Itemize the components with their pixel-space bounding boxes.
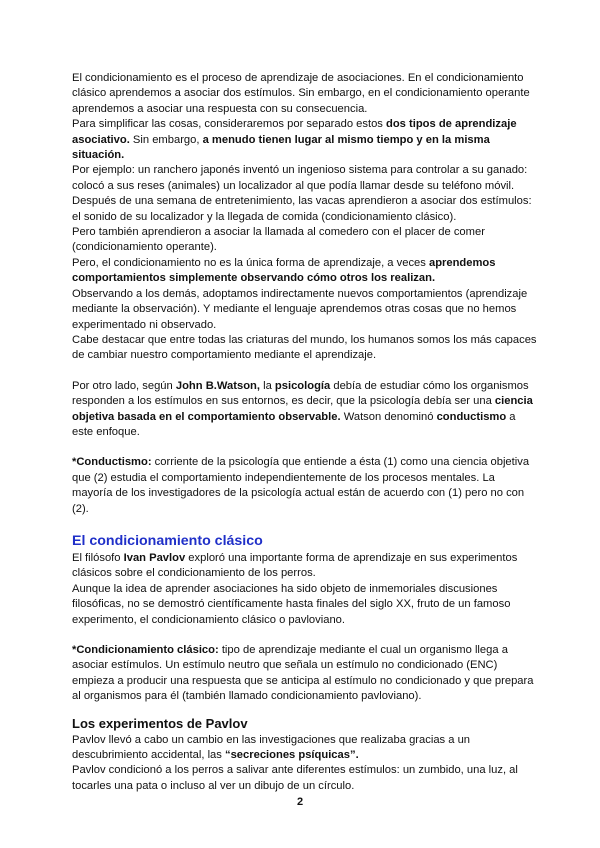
bold-run: a menudo tienen lugar al mismo tiempo y en la misma situación. xyxy=(72,133,490,162)
paragraph-spacer xyxy=(72,517,538,532)
text-run: Sin embargo, xyxy=(129,133,203,146)
text-run: Cabe destacar que entre todas las criaturas del mundo, los humanos somos los más capaces de cambiar nuestro comportamiento mediante el aprendizaje. xyxy=(72,333,537,362)
text-run: Pavlov condicionó a los perros a salivar ante diferentes estímulos: un zumbido, una luz, al tocarles una pata o incluso al ver un dibujo de un círculo. xyxy=(72,764,518,792)
paragraph-observacion xyxy=(72,256,538,287)
section-heading-experimentos-pavlov: Los experimentos de Pavlov xyxy=(72,715,248,731)
page-content xyxy=(72,71,538,794)
bold-run: psicología xyxy=(274,379,331,392)
paragraph-condicionamiento-intro xyxy=(72,71,538,117)
text-run: Pero, el condicionamiento no es la única forma de aprendizaje, a veces xyxy=(72,256,429,269)
text-run: debía de estudiar cómo los organismos responden a los estímulos en sus entornos, es decir, que la psicología debía ser una xyxy=(72,379,529,408)
text-run: Después de una semana de entretenimiento, las vacas aprendieron a asociar dos estímulos: el sonido de su localizador y la llegada de comida (condicionamiento clásico). xyxy=(72,195,532,223)
text-run: El condicionamiento es el proceso de aprendizaje de asociaciones. En el condicionamiento clásico aprendemos a asociar dos estímulos. Sin embargo, en el condicionamiento operante aprendemos a asociar una respuesta con su consecuencia. xyxy=(72,72,530,115)
text-run: tipo de aprendizaje mediante el cual un organismo llega a asociar estímulos. Un estímulo neutro que señala un estímulo no condicionado (ENC) empieza a producir una respuesta que se anticipa al estímulo no condicionado y que prepara al organismos para él (también llamado condicionamiento pavloviano). xyxy=(72,644,534,703)
bold-run: *Conductismo: xyxy=(72,456,152,469)
text-run: Watson denominó xyxy=(340,410,437,423)
bold-run: “secreciones psíquicas”. xyxy=(224,749,359,762)
bold-run: aprendemos comportamientos simplemente observando cómo otros los realizan. xyxy=(72,256,496,285)
paragraph-secreciones-psiquicas xyxy=(72,733,538,764)
paragraph-ejemplo-ranchero xyxy=(72,163,538,194)
paragraph-observando-demas xyxy=(72,287,538,333)
bold-run: John B.Watson, xyxy=(175,379,260,392)
bold-run: conductismo xyxy=(436,410,507,423)
paragraph-tipos-aprendizaje xyxy=(72,117,538,163)
text-run: Pero también aprendieron a asociar la llamada al comedero con el placer de comer (condicionamiento operante). xyxy=(72,226,485,254)
text-run: Observando a los demás, adoptamos indirectamente nuevos comportamientos (aprendizaje mediante la observación). Y mediante el lenguaje aprendemos otras cosas que no hemos experimentado ni observado. xyxy=(72,287,528,331)
paragraph-vacas-operante xyxy=(72,225,538,256)
text-run: la xyxy=(259,379,275,392)
text-run: Para simplificar las cosas, consideraremos por separado estos xyxy=(72,118,387,131)
text-run: corriente de la psicología que entiende a ésta (1) como una ciencia objetiva que (2) estudia el comportamiento independientemente de los procesos mentales. La mayoría de los investigadores de la psicología actual están de acuerdo con (1) pero no con (2). xyxy=(72,456,530,515)
paragraph-pavlov-filosofo xyxy=(72,551,538,582)
paragraph-humanos xyxy=(72,333,538,364)
paragraph-watson xyxy=(72,379,538,441)
page-number: 2 xyxy=(296,796,304,808)
section-heading-condicionamiento-clasico: El condicionamiento clásico xyxy=(72,532,263,549)
text-run: Pavlov llevó a cabo un cambio en las investigaciones que realizaba gracias a un descubrimiento accidental, las xyxy=(72,733,471,762)
text-run: Aunque la idea de aprender asociaciones ha sido objeto de inmemoriales discusiones filosóficas, no se demostró científicamente hasta finales del siglo XX, fruto de un famoso experimento, el condicionamiento clásico o pavloviano. xyxy=(72,582,511,626)
bold-run: *Condicionamiento clásico: xyxy=(72,644,219,656)
paragraph-vacas-clasico xyxy=(72,194,538,225)
paragraph-spacer xyxy=(72,628,538,643)
paragraph-spacer xyxy=(72,440,538,455)
text-run: El filósofo xyxy=(72,551,124,564)
text-run: a este enfoque. xyxy=(72,410,516,438)
paragraph-estimulos-perros xyxy=(72,763,538,794)
bold-run: Ivan Pavlov xyxy=(123,551,186,564)
definition-condicionamiento-clasico xyxy=(72,643,538,705)
bold-run: dos tipos de aprendizaje asociativo. xyxy=(72,118,517,146)
paragraph-asociaciones-historia xyxy=(72,582,538,628)
text-run: Por otro lado, según xyxy=(72,379,176,392)
bold-run: ciencia objetiva basada en el comportamiento observable. xyxy=(72,395,533,423)
paragraph-spacer xyxy=(72,705,538,715)
text-run: exploró una importante forma de aprendizaje en sus experimentos clásicos sobre el condicionamiento de los perros. xyxy=(72,551,518,580)
text-run: Por ejemplo: un ranchero japonés inventó un ingenioso sistema para controlar a su ganado: colocó a sus reses (animales) un localizador al que podía llamar desde su teléfono móvil. xyxy=(72,164,528,192)
definition-conductismo xyxy=(72,455,538,517)
paragraph-spacer xyxy=(72,364,538,379)
